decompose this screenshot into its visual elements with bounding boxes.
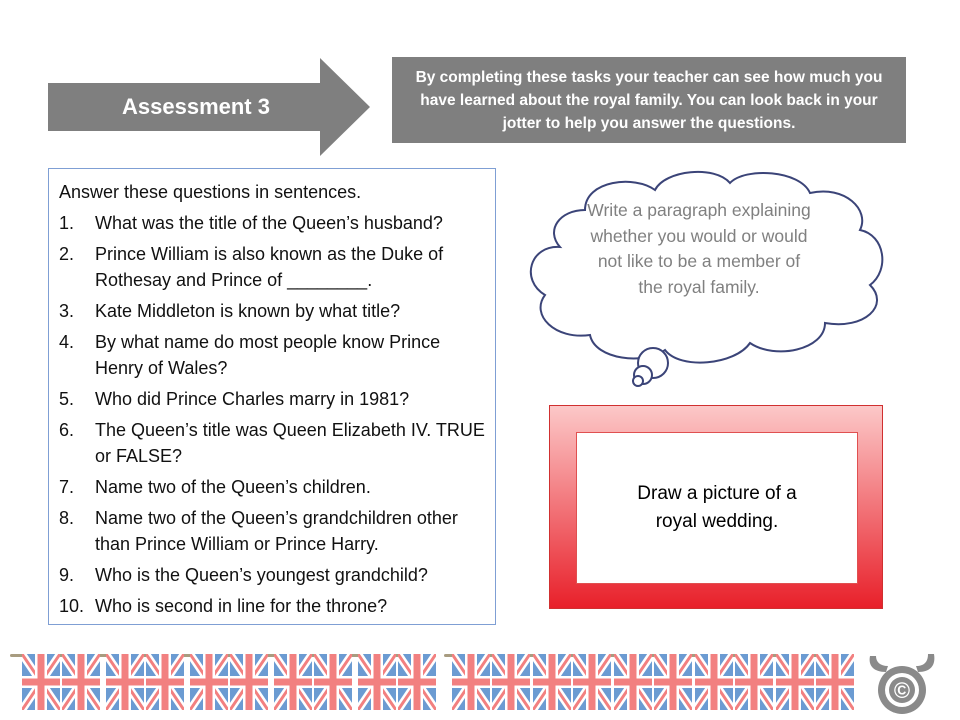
question-number: 2. (59, 244, 75, 264)
question-number: 10. (59, 596, 85, 616)
question-item (59, 241, 485, 293)
union-jack-flag (452, 654, 490, 710)
union-jack-flag (573, 654, 611, 710)
union-jack-flag (230, 654, 268, 710)
question-number: 3. (59, 301, 75, 321)
question-item (59, 298, 485, 324)
union-jack-flag (614, 654, 652, 710)
union-jack-flag (735, 654, 773, 710)
drawing-task-frame (549, 405, 883, 609)
union-jack-flag (146, 654, 184, 710)
question-item (59, 386, 485, 412)
question-number: 7. (59, 477, 75, 497)
question-number: 4. (59, 332, 75, 352)
drawing-task-text: Draw a picture of a royal wedding. (576, 432, 858, 584)
questions-heading: Answer these questions in sentences. (59, 182, 362, 202)
question-text: Kate Middleton is known by what title? (95, 301, 401, 321)
union-jack-flag (62, 654, 100, 710)
question-item (59, 474, 485, 500)
intro-banner: By completing these tasks your teacher can see how much you have learned about the royal family. You can look back in your jotter to help you answer the questions. (392, 57, 906, 143)
union-jack-flag (106, 654, 144, 710)
question-text: The Queen’s title was Queen Elizabeth IV. TRUE or FALSE? (95, 420, 485, 466)
bunting-right (444, 652, 850, 714)
questions-list (59, 210, 485, 619)
svg-text:©: © (893, 678, 911, 703)
union-jack-flag (274, 654, 312, 710)
union-jack-flag (358, 654, 396, 710)
question-number: 8. (59, 508, 75, 528)
question-item (59, 593, 485, 619)
questions-box (48, 168, 496, 625)
question-text: Who did Prince Charles marry in 1981? (95, 389, 410, 409)
union-jack-flag (398, 654, 436, 710)
copyright-moose-logo (862, 648, 942, 716)
union-jack-flag (776, 654, 814, 710)
union-jack-flag (314, 654, 352, 710)
union-jack-flag (533, 654, 571, 710)
question-number: 9. (59, 565, 75, 585)
question-text: Name two of the Queen’s children. (95, 477, 371, 497)
thought-cloud-text: Write a paragraph explaining whether you would or would not like to be a member of the royal family. (587, 200, 811, 297)
question-item (59, 329, 485, 381)
question-item (59, 562, 485, 588)
assessment-title: Assessment 3 (122, 94, 270, 119)
question-text: Who is second in line for the throne? (95, 596, 388, 616)
question-text: Name two of the Queen’s grandchildren other than Prince William or Prince Harry. (95, 508, 458, 554)
question-text: What was the title of the Queen’s husband? (95, 213, 443, 233)
question-number: 5. (59, 389, 75, 409)
question-number: 6. (59, 420, 75, 440)
union-jack-flag (816, 654, 854, 710)
bunting-left (10, 652, 434, 714)
union-jack-flag (190, 654, 228, 710)
question-item (59, 210, 485, 236)
question-item (59, 417, 485, 469)
question-text: Who is the Queen’s youngest grandchild? (95, 565, 428, 585)
question-text: By what name do most people know Prince Henry of Wales? (95, 332, 441, 378)
question-item (59, 505, 485, 557)
question-text: Prince William is also known as the Duke of Rothesay and Prince of ________. (95, 244, 444, 290)
union-jack-flag (695, 654, 733, 710)
question-number: 1. (59, 213, 75, 233)
union-jack-flag (22, 654, 60, 710)
union-jack-flag (492, 654, 530, 710)
union-jack-flag (654, 654, 692, 710)
